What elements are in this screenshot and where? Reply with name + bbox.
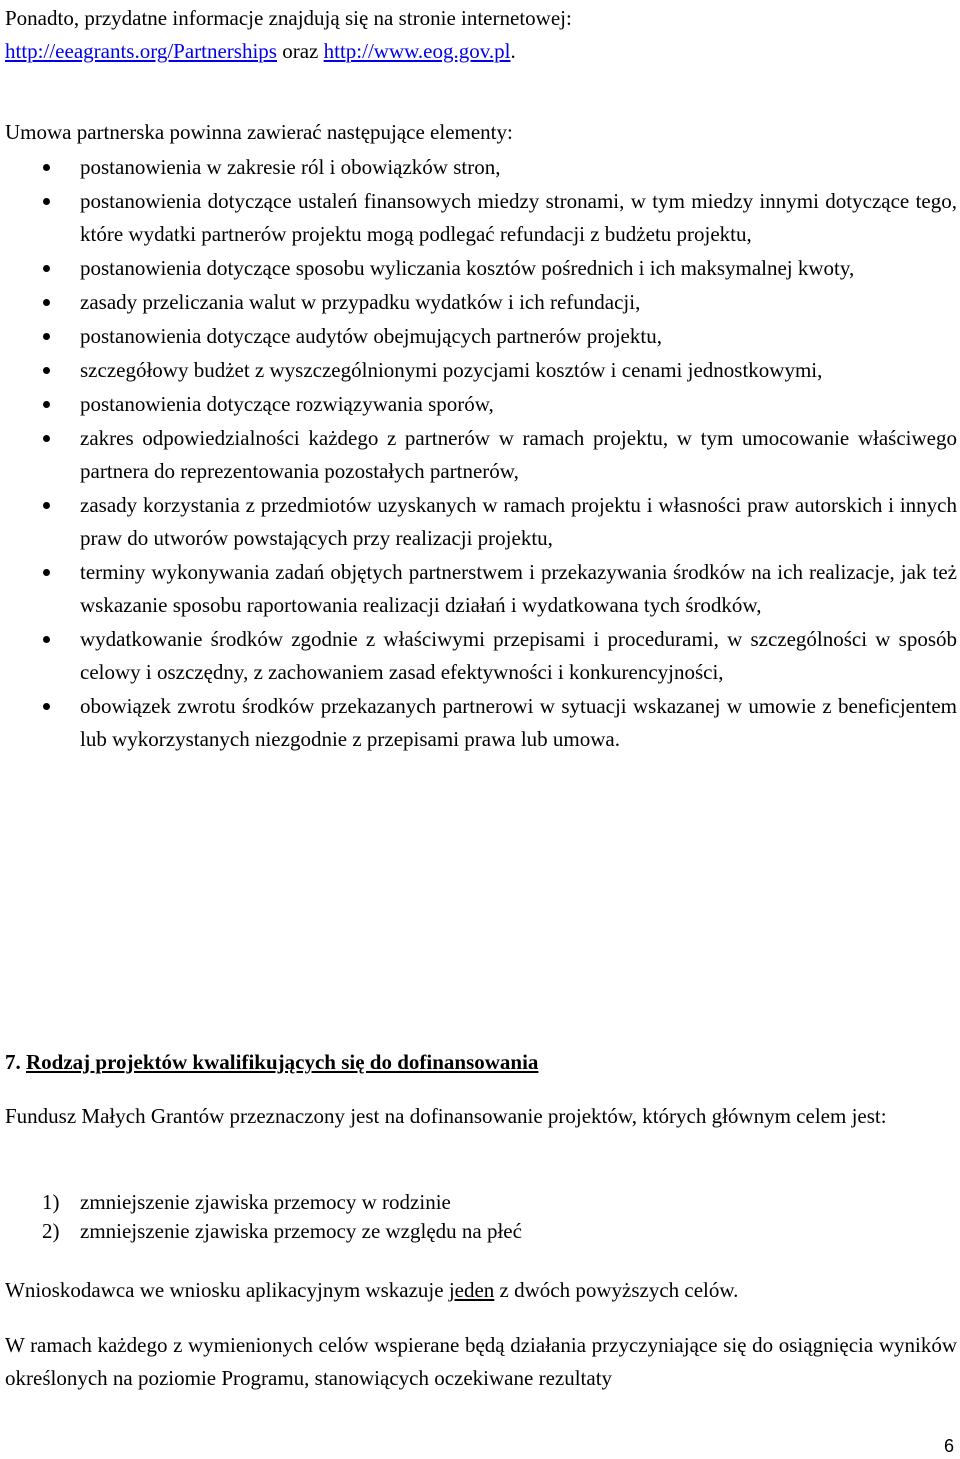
- list-item-text: zasady korzystania z przedmiotów uzyskanych w ramach projektu i własności praw autorskich i innych praw do utworów powstających przy realizacji projektu,: [80, 493, 957, 550]
- list-item-text: postanowienia dotyczące sposobu wyliczania kosztów pośrednich i ich maksymalnej kwoty,: [80, 256, 855, 280]
- goal-number: 1): [42, 1190, 60, 1214]
- bullet-icon: [43, 569, 50, 576]
- list-item: [0, 623, 957, 689]
- list-item: [0, 1188, 522, 1217]
- bullet-icon: [43, 164, 50, 171]
- bullet-icon: [43, 401, 50, 408]
- list-item-text: szczegółowy budżet z wyszczególnionymi pozycjami kosztów i cenami jednostkowymi,: [80, 358, 823, 382]
- section-number: 7.: [5, 1050, 21, 1074]
- list-item-text: obowiązek zwrotu środków przekazanych partnerowi w sytuacji wskazanej w umowie z beneficjentem lub wykorzystanych niezgodnie z przepisami prawa lub umowa.: [80, 694, 957, 751]
- intro-connector: oraz: [282, 39, 319, 63]
- list-item: [0, 690, 957, 756]
- goal-text: zmniejszenie zjawiska przemocy w rodzinie: [80, 1190, 451, 1214]
- list-item-text: terminy wykonywania zadań objętych partnerstwem i przekazywania środków na ich realizacje, jak też wskazanie sposobu raportowania realizacji działań i wydatkowana tych środków,: [80, 560, 957, 617]
- list-item: [0, 1217, 522, 1246]
- list-item-text: postanowienia dotyczące audytów obejmujących partnerów projektu,: [80, 324, 662, 348]
- bullet-icon: [43, 703, 50, 710]
- list-item-text: zasady przeliczania walut w przypadku wydatków i ich refundacji,: [80, 290, 641, 314]
- bullet-icon: [43, 265, 50, 272]
- list-item: [0, 354, 957, 387]
- list-item: [0, 489, 957, 555]
- list-item: [0, 286, 957, 319]
- list-item-text: wydatkowanie środków zgodnie z właściwymi przepisami i procedurami, w szczególności w sposób celowy i oszczędny, z zachowaniem zasad efektywności i konkurencyjności,: [80, 627, 957, 684]
- applicant-text-before: Wnioskodawca we wniosku aplikacyjnym wskazuje: [5, 1278, 444, 1302]
- bullet-icon: [43, 333, 50, 340]
- intro-paragraph: [5, 2, 955, 68]
- section-title: Rodzaj projektów kwalifikujących się do dofinansowania: [26, 1050, 539, 1074]
- bullet-icon: [43, 367, 50, 374]
- bullet-icon: [43, 435, 50, 442]
- list-item: [0, 252, 957, 285]
- agreement-elements-list: [0, 151, 957, 757]
- intro-text: Ponadto, przydatne informacje znajdują się na stronie internetowej:: [5, 6, 572, 30]
- list-item-text: zakres odpowiedzialności każdego z partnerów w ramach projektu, w tym umocowanie właściwego partnera do reprezentowania pozostałych partnerów,: [80, 426, 957, 483]
- within-paragraph: W ramach każdego z wymienionych celów wspierane będą działania przyczyniające się do osiągnięcia wyników określonych na poziomie Programu, stanowiących oczekiwane rezultaty: [5, 1333, 957, 1390]
- goals-list: [0, 1188, 522, 1246]
- applicant-paragraph: [5, 1274, 738, 1307]
- bullet-icon: [43, 636, 50, 643]
- list-item: [0, 185, 957, 251]
- list-item: [0, 556, 957, 622]
- fund-paragraph: Fundusz Małych Grantów przeznaczony jest na dofinansowanie projektów, których głównym celem jest:: [5, 1104, 887, 1128]
- list-item: [0, 320, 957, 353]
- section-heading: [5, 1046, 538, 1079]
- agreement-lead: Umowa partnerska powinna zawierać następujące elementy:: [5, 120, 513, 144]
- list-item-text: postanowienia w zakresie ról i obowiązków stron,: [80, 155, 501, 179]
- bullet-icon: [43, 502, 50, 509]
- bullet-icon: [43, 198, 50, 205]
- goal-number: 2): [42, 1219, 60, 1243]
- eog-link[interactable]: http://www.eog.gov.pl: [323, 39, 511, 63]
- list-item-text: postanowienia dotyczące ustaleń finansowych miedzy stronami, w tym miedzy innymi dotyczące tego, które wydatki partnerów projektu mogą podlegać refundacji z budżetu projektu,: [80, 189, 957, 246]
- page-number: 6: [943, 1436, 954, 1456]
- bullet-icon: [43, 299, 50, 306]
- list-item-text: postanowienia dotyczące rozwiązywania sporów,: [80, 392, 494, 416]
- eeagrants-link[interactable]: http://eeagrants.org/Partnerships: [5, 39, 277, 63]
- goal-text: zmniejszenie zjawiska przemocy ze względu na płeć: [80, 1219, 522, 1243]
- applicant-text-after: z dwóch powyższych celów.: [499, 1278, 739, 1302]
- intro-end: .: [510, 39, 516, 63]
- applicant-underlined-word: jeden: [448, 1278, 495, 1302]
- list-item: [0, 151, 957, 184]
- list-item: [0, 388, 957, 421]
- list-item: [0, 422, 957, 488]
